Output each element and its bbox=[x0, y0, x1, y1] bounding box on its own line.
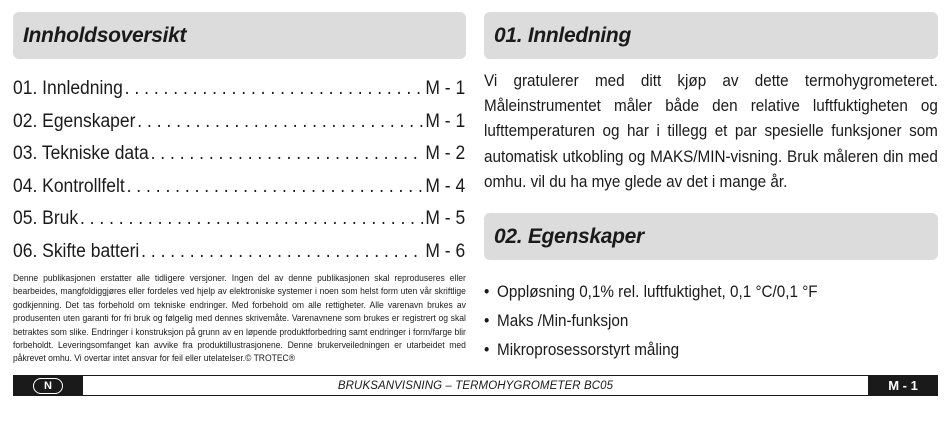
toc-item-page: M - 1 bbox=[425, 78, 466, 99]
toc-item[interactable] bbox=[13, 106, 465, 139]
toc-item-title: 06. Skifte batteri bbox=[13, 240, 140, 262]
toc-item-title: 04. Kontrollfelt bbox=[13, 175, 125, 197]
toc-item-page: M - 6 bbox=[425, 240, 466, 262]
intro-heading: 01. Innledning bbox=[494, 23, 631, 47]
toc-leader-dots bbox=[80, 203, 424, 236]
bullet-icon: • bbox=[484, 312, 490, 331]
footer-language-block bbox=[13, 375, 83, 396]
bullet-icon: • bbox=[484, 341, 490, 360]
feature-text: Mikroprosessorstyrt måling bbox=[497, 341, 680, 360]
toc-leader-dots bbox=[151, 138, 424, 171]
toc-item[interactable] bbox=[13, 236, 465, 269]
toc-item-title: 02. Egenskaper bbox=[13, 110, 136, 132]
feature-item bbox=[484, 307, 938, 336]
toc-item-page: M - 4 bbox=[425, 175, 466, 197]
features-heading-bar bbox=[484, 213, 938, 260]
toc-item-title: 05. Bruk bbox=[13, 208, 79, 229]
feature-text: Oppløsning 0,1% rel. luftfuktighet, 0,1 °C/0,1 °F bbox=[497, 283, 818, 302]
toc-item[interactable] bbox=[13, 138, 465, 171]
footer-title: BRUKSANVISNING – TERMOHYGROMETER BC05 bbox=[83, 375, 868, 396]
features-list bbox=[484, 278, 938, 365]
table-of-contents-column bbox=[13, 12, 466, 366]
toc-leader-dots bbox=[127, 171, 424, 204]
page-footer bbox=[13, 375, 938, 396]
toc-heading: Innholdsoversikt bbox=[23, 23, 187, 47]
toc-item-title: 01. Innledning bbox=[13, 78, 123, 99]
content-column bbox=[484, 12, 938, 365]
toc-leader-dots bbox=[137, 106, 423, 139]
toc-heading-bar bbox=[13, 12, 466, 59]
intro-heading-bar bbox=[484, 12, 938, 59]
toc-leader-dots bbox=[125, 73, 424, 106]
toc-leader-dots bbox=[141, 236, 423, 269]
toc-item-title: 03. Tekniske data bbox=[13, 143, 149, 164]
footer-page-number: M - 1 bbox=[868, 375, 938, 396]
toc-item[interactable] bbox=[13, 203, 465, 236]
toc-item[interactable] bbox=[13, 73, 465, 106]
feature-item bbox=[484, 278, 938, 307]
disclaimer-text: Denne publikasjonen erstatter alle tidligere versjoner. Ingen del av denne publikasjonen skal reproduseres eller bearbeides, mangfoldiggjøres eller fordeles ved hjelp av elektroniske systemer i noen som helst form uten vår skriftlige godkjenning. Det tas forbehold om tekniske endringer. Med forbehold om alle rettigheter. Alle varenavn brukes av produsenten uten garanti for fri bruk og følgelig med dennes skrivemåte. Varenavnene som brukes er registrert og skal betraktes som slike. Endringer i konstruksjon på grunn av en løpende produktforbedring samt endringer i form/farge blir forbeholdt. Leveringsomfanget kan avvike fra produktillustrasjonene. Denne brukerveiledningen er utarbeidet med påkrevet omhu. Vi overtar intet ansvar for feil eller utelatelser.© TROTEC® bbox=[13, 273, 466, 364]
toc-list bbox=[13, 73, 466, 268]
features-heading: 02. Egenskaper bbox=[494, 224, 644, 248]
bullet-icon: • bbox=[484, 283, 490, 302]
language-badge: N bbox=[33, 378, 63, 394]
intro-paragraph: Vi gratulerer med ditt kjøp av dette termohygrometeret. Måleinstrumentet måler både den relative luftfuktigheten og lufttemperaturen og har i tillegg et par spesielle funksjoner som automatisk utkobling og MAKS/MIN-visning. Bruk måleren din med omhu. vil du ha mye glede av det i mange år. bbox=[484, 72, 938, 191]
feature-text: Maks /Min-funksjon bbox=[497, 312, 629, 331]
toc-item-page: M - 5 bbox=[425, 208, 466, 229]
feature-item bbox=[484, 336, 938, 365]
toc-item-page: M - 2 bbox=[425, 143, 466, 164]
toc-item-page: M - 1 bbox=[425, 110, 466, 132]
toc-item[interactable] bbox=[13, 171, 465, 204]
